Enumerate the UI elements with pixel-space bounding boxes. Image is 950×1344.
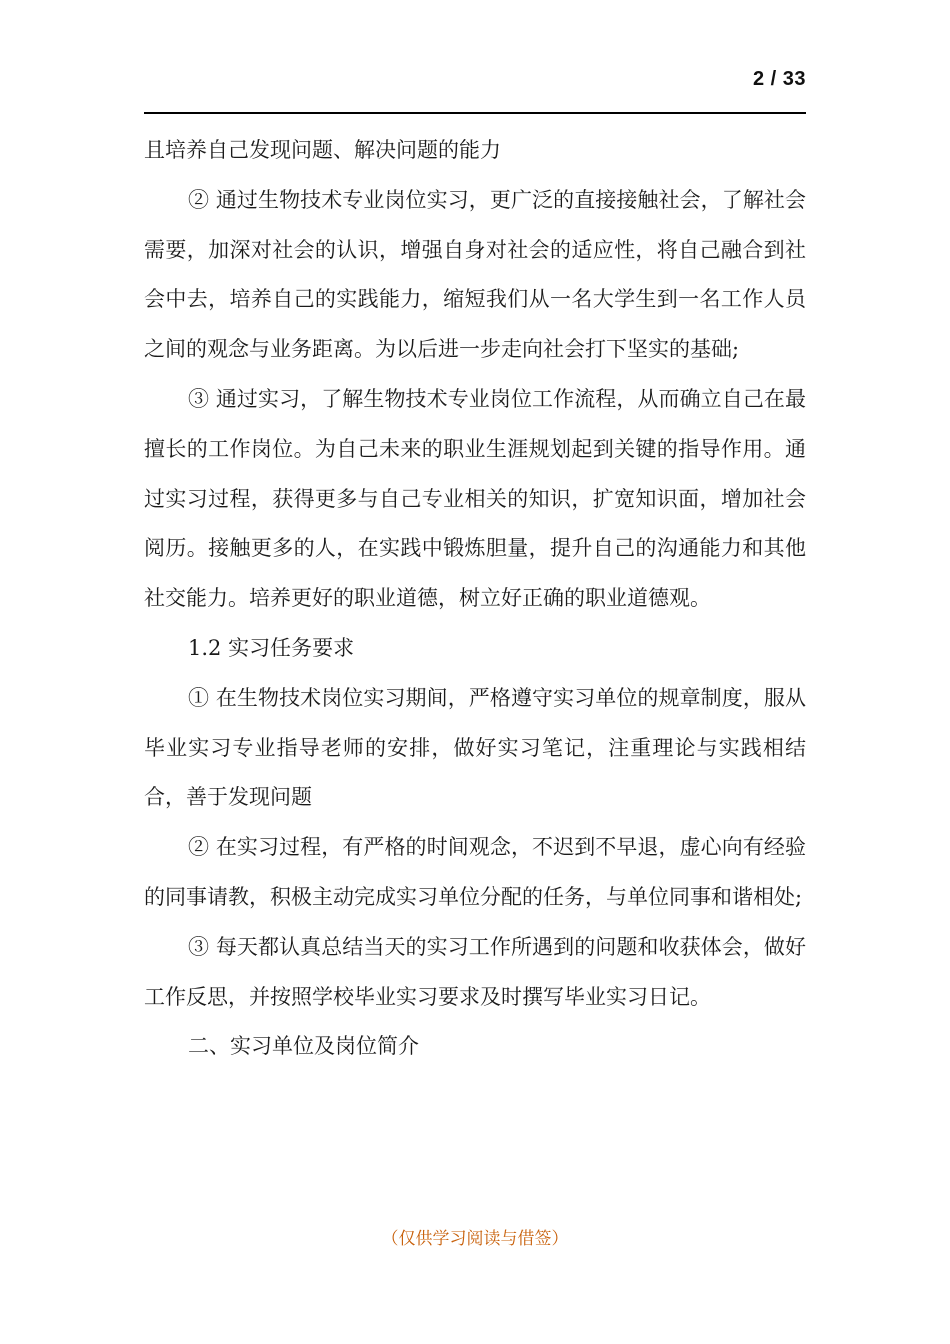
paragraph-5: ② 在实习过程，有严格的时间观念，不迟到不早退，虚心向有经验的同事请教，积极主动完成实习单位分配的任务，与单位同事和谐相处;	[144, 835, 806, 909]
paragraph-1: 且培养自己发现问题、解决问题的能力	[144, 138, 501, 162]
paragraph-6: ③ 每天都认真总结当天的实习工作所遇到的问题和收获体会，做好工作反思，并按照学校毕业实习要求及时撰写毕业实习日记。	[144, 934, 806, 1009]
paragraph-2: ② 通过生物技术专业岗位实习，更广泛的直接接触社会，了解社会需要，加深对社会的认识，增强自身对社会的适应性，将自己融合到社会中去，培养自己的实践能力，缩短我们从一名大学生到一名工作人员之间的观念与业务距离。为以后进一步走向社会打下坚实的基础;	[144, 187, 806, 362]
section-heading-2: 二、实习单位及岗位简介	[188, 1034, 419, 1059]
footer-note: （仅供学习阅读与借签）	[381, 1229, 569, 1249]
page-number: 2 / 33	[752, 68, 806, 90]
header-divider	[144, 112, 806, 114]
section-heading-1-2: 1.2 实习任务要求	[188, 635, 355, 660]
paragraph-4: ① 在生物技术岗位实习期间，严格遵守实习单位的规章制度，服从毕业实习专业指导老师的安排，做好实习笔记，注重理论与实践相结合，善于发现问题	[144, 685, 806, 810]
document-body	[144, 126, 806, 1072]
paragraph-3: ③ 通过实习，了解生物技术专业岗位工作流程，从而确立自己在最擅长的工作岗位。为自己未来的职业生涯规划起到关键的指导作用。通过实习过程，获得更多与自己专业相关的知识，扩宽知识面，增加社会阅历。接触更多的人，在实践中锻炼胆量，提升自己的沟通能力和其他社交能力。培养更好的职业道德，树立好正确的职业道德观。	[144, 386, 806, 611]
